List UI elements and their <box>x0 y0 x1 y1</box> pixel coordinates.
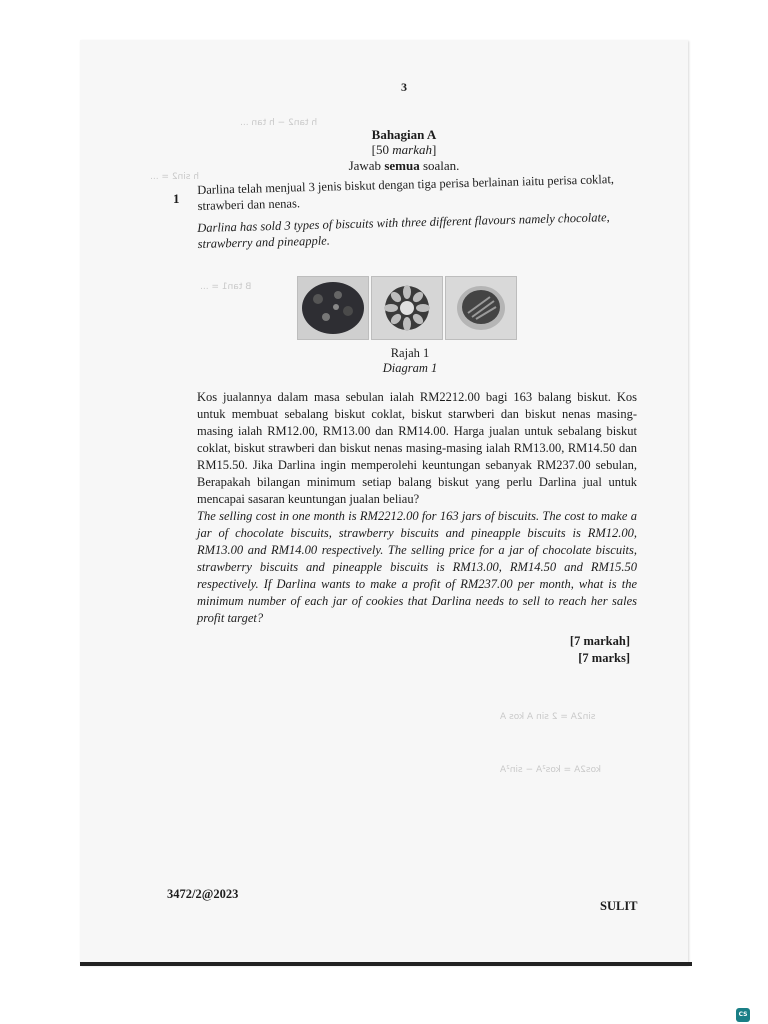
pineapple-cookie-image <box>445 276 517 340</box>
figure-label-english: Diagram 1 <box>382 361 438 375</box>
show-through-formula: B tan1 = ... <box>200 282 252 292</box>
diagram-1-images <box>297 276 516 340</box>
classification-label: SULIT <box>600 899 638 913</box>
show-through-formula: h sin2 = ... <box>150 172 200 182</box>
chocolate-cookie-image <box>297 276 369 340</box>
marks-malay: [7 markah] <box>569 634 630 648</box>
question-body-malay: Kos jualannya dalam masa sebulan ialah RM2212.00 bagi 163 balang biskut. Kos untuk membuat sebalang biskut coklat, biskut starwberi dan biskut nenas masing-masing ialah RM12.00, RM13.00 dan RM14.00. Harga jualan untuk sebalang biskut coklat, biskut strawberi dan biskut nenas masing-masing ialah RM13.00, RM14.50 dan RM15.50. Jika Darlina ingin memperolehi keuntungan sebanyak RM237.00 sebulan, Berapakah bilangan minimum setiap balang biskut yang perlu Darlina jual untuk mencapai sasaran keuntungan jualan beliau? <box>197 390 637 506</box>
show-through-formula: sin2A = 2 sin A kos A <box>500 712 596 722</box>
paper-code: 3472/2@2023 <box>167 887 239 901</box>
question-intro-malay: Darlina telah menjual 3 jenis biskut dengan tiga perisa berlainan iaitu perisa coklat, strawberi dan nenas. <box>197 172 615 213</box>
page-edge-shadow <box>80 962 692 966</box>
strawberry-cookie-image <box>371 276 443 340</box>
section-instruction: Jawab semua soalan. <box>348 158 460 173</box>
question-intro-english: Darlina has sold 3 types of biscuits with three different flavours namely chocolate, strawberry and pineapple. <box>197 210 610 251</box>
section-marks: [50 markah] <box>371 142 437 157</box>
question-body-english: The selling cost in one month is RM2212.00 for 163 jars of biscuits. The cost to make a jar of chocolate biscuits, strawberry biscuits and pineapple biscuits is RM12.00, RM13.00 and RM14.00 respectively. The selling price for a jar of chocolate biscuits, strawberry biscuits and pineapple biscuits is RM13.00, RM14.50 and RM15.50 respectively. If Darlina wants to make a profit of RM237.00 per month, what is the minimum number of each jar of cookies that Darlina needs to sell to reach her sales profit target? <box>197 509 637 625</box>
camscanner-badge-icon: CS <box>736 1008 750 1022</box>
marks-english: [7 marks] <box>578 651 630 665</box>
show-through-formula: kos2A = kos²A − sin²A <box>500 765 602 775</box>
page-number: 3 <box>401 80 407 94</box>
show-through-formula: h tan2 − h tan ... <box>240 118 318 128</box>
section-title: Bahagian A <box>371 127 437 142</box>
question-number: 1 <box>173 191 180 206</box>
figure-label-malay: Rajah 1 <box>390 346 430 360</box>
